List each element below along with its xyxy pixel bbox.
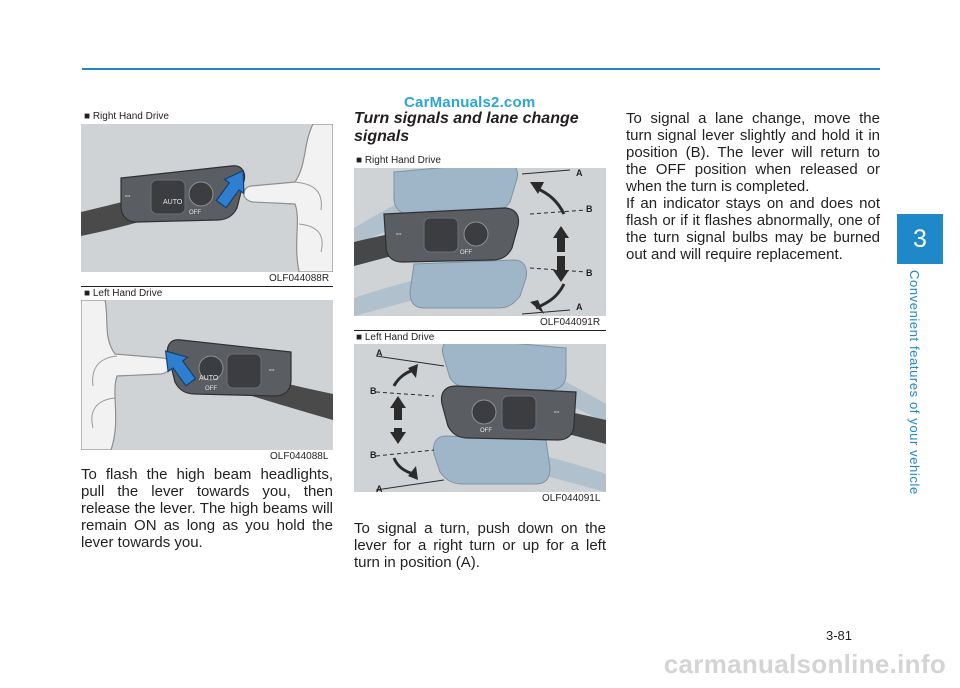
paragraph-turn-signal: To signal a turn, push down on the lever for a right turn or up for a left turn in position (A). <box>354 520 606 571</box>
svg-text:OFF: OFF <box>189 210 201 216</box>
svg-text:OFF: OFF <box>480 428 492 434</box>
turn-signal-rhd-illustration <box>354 168 606 316</box>
figure-high-beam-lhd <box>81 300 333 450</box>
figure-code-lhd-turn: OLF044091L <box>542 493 601 504</box>
marker-a-top-lhd: A <box>376 348 383 358</box>
svg-text:⇔: ⇔ <box>552 406 561 416</box>
figure-turn-signal-lhd <box>354 344 606 492</box>
watermark-bottom: carmanualsonline.info <box>663 649 946 679</box>
chapter-tab: 3 <box>897 214 943 264</box>
high-beam-lhd-illustration <box>81 300 333 450</box>
figure-code-lhd: OLF044088L <box>270 451 329 462</box>
section-heading: Turn signals and lane change signals <box>354 110 579 145</box>
marker-a-bottom: A <box>576 302 583 312</box>
figure-high-beam-rhd <box>81 124 333 272</box>
svg-text:AUTO: AUTO <box>199 375 219 382</box>
marker-b-bottom: B <box>586 268 593 278</box>
figure-turn-signal-rhd <box>354 168 606 316</box>
watermark-top: CarManuals2.com <box>404 94 536 111</box>
marker-a-top: A <box>576 168 583 178</box>
figure-label-lhd: ■ Left Hand Drive <box>84 288 163 299</box>
marker-b-bottom-lhd: B <box>370 450 377 460</box>
svg-text:⇔: ⇔ <box>267 364 276 374</box>
figure-label-rhd-turn: ■ Right Hand Drive <box>356 155 441 166</box>
marker-b-top-lhd: B <box>370 386 377 396</box>
figure-code-rhd: OLF044088R <box>269 273 330 284</box>
paragraph-indicator-warning: If an indicator stays on and does not flash or if it flashes abnormally, one of the turn signal bulbs may be burned out and will require replacement. <box>626 195 880 263</box>
svg-text:⇔: ⇔ <box>123 190 132 200</box>
header-rule <box>82 68 880 70</box>
svg-text:OFF: OFF <box>460 250 472 256</box>
figure-label-lhd-turn: ■ Left Hand Drive <box>356 332 435 343</box>
chapter-title-text: Convenient features of your vehicle <box>907 270 922 495</box>
turn-signal-lhd-illustration <box>354 344 606 492</box>
figure-code-rhd-turn: OLF044091R <box>540 317 601 328</box>
figure-label-rhd: ■ Right Hand Drive <box>84 111 169 122</box>
figure-divider-turn <box>354 330 606 331</box>
paragraph-high-beam: To flash the high beam headlights, pull the lever towards you, then release the lever. The high beams will remain ON as long as you hold the lever towards you. <box>81 466 333 551</box>
figure-divider <box>81 286 333 287</box>
svg-text:⇔: ⇔ <box>394 228 403 238</box>
paragraph-lane-change: To signal a lane change, move the turn signal lever slightly and hold it in position (B). The lever will return to the OFF position when released or when the turn is completed. <box>626 110 880 195</box>
page-number: 3-81 <box>826 628 853 643</box>
svg-text:AUTO: AUTO <box>163 199 183 206</box>
svg-text:OFF: OFF <box>205 386 217 392</box>
marker-a-bottom-lhd: A <box>376 484 383 492</box>
chapter-title <box>896 270 924 500</box>
high-beam-rhd-illustration <box>81 124 333 272</box>
marker-b-top: B <box>586 204 593 214</box>
